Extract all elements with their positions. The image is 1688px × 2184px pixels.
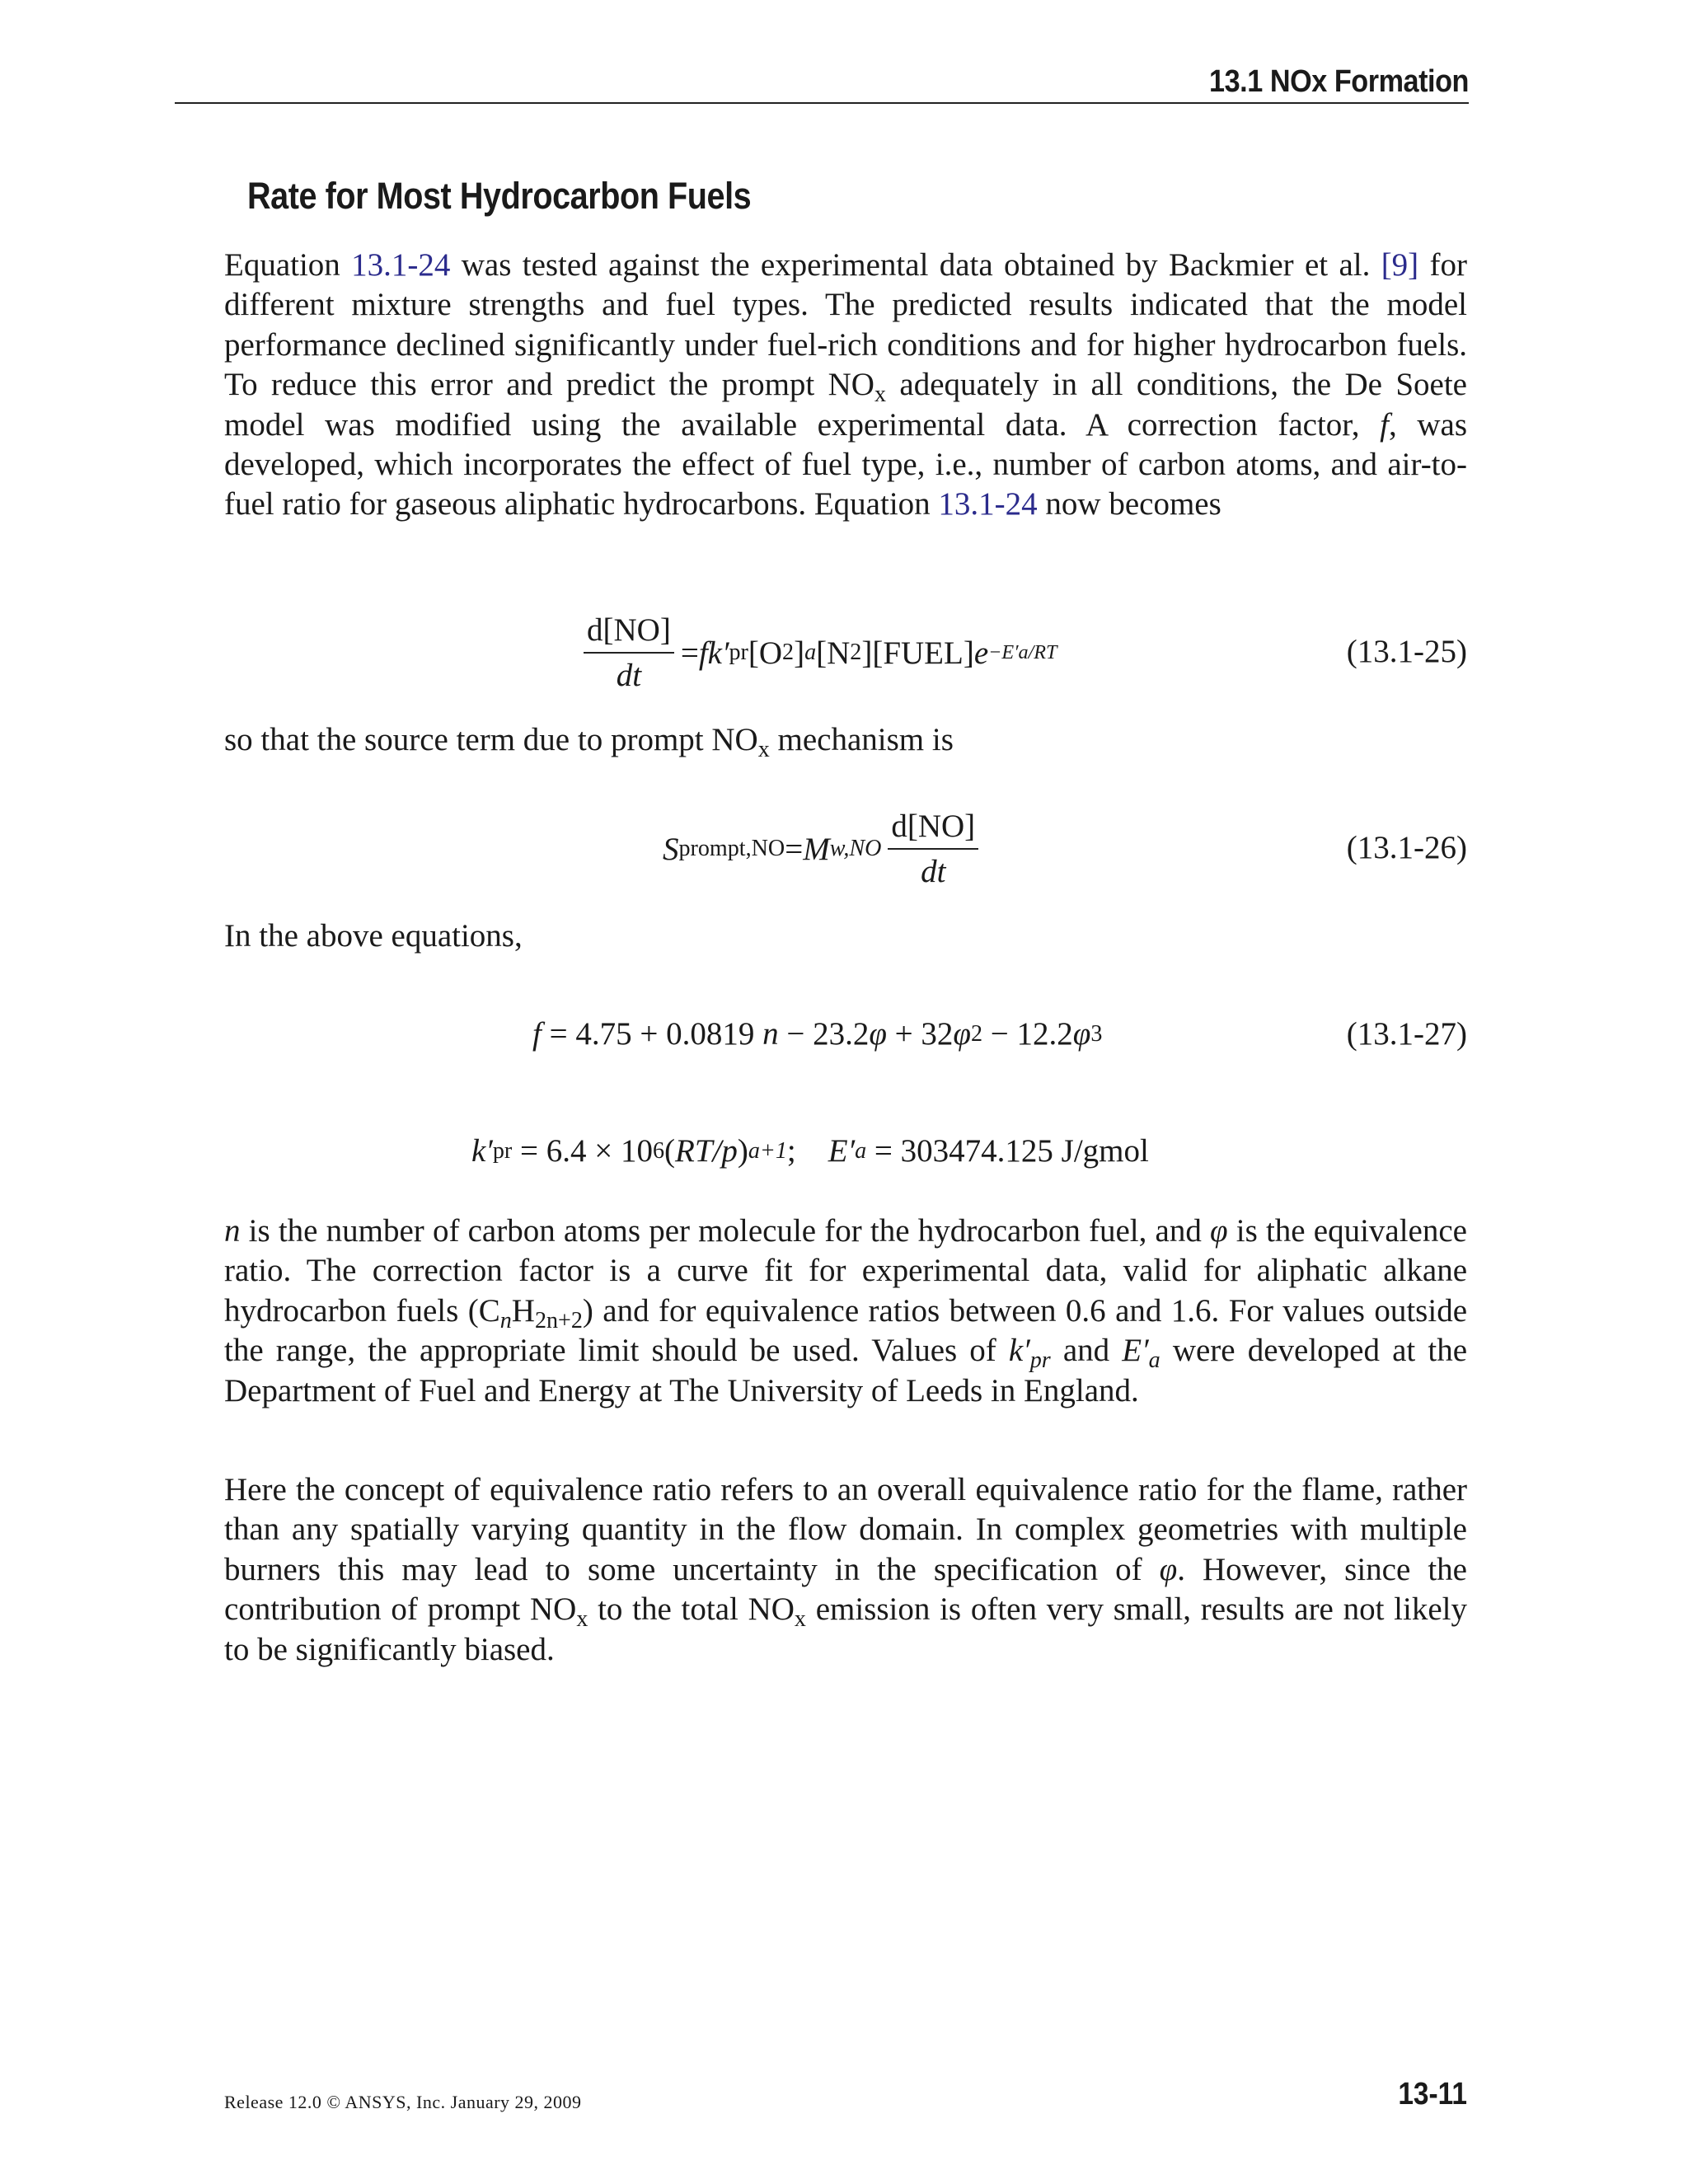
equation-link[interactable]: 13.1-24 <box>938 486 1038 523</box>
equation-13-1-25 <box>224 612 1467 702</box>
equation-kpr-ea <box>224 1132 1467 1182</box>
text-run: adequately in all conditions, the De Soete model was modified using the available experimental data. A correction factor, <box>224 367 1467 443</box>
math-text: ] <box>794 635 805 671</box>
equation-number: (13.1-25) <box>1346 634 1467 669</box>
math-symbol: φ <box>869 1016 887 1052</box>
math-text: ][FUEL] <box>861 635 974 671</box>
equation-number: (13.1-27) <box>1346 1016 1467 1052</box>
equation-body: $\frac{d[NO]}{dt}$ = f k′ pr [O 2 ] a [N 2 ][FUEL] e −E′a/RT <box>577 612 1057 694</box>
math-text: = <box>680 635 699 671</box>
equation-13-1-27 <box>224 1015 1467 1065</box>
math-text: − 12.2 <box>982 1016 1073 1052</box>
paragraph-above-equations: In the above equations, <box>224 918 523 954</box>
math-symbol: φ <box>953 1016 971 1052</box>
fraction-numerator: d[NO] <box>584 612 674 654</box>
math-symbol: E′ <box>828 1133 856 1169</box>
subscript: x <box>757 736 770 762</box>
fraction-numerator: d[NO] <box>888 808 978 850</box>
text-run: were developed at the Department of Fuel and Energy at The University of Leeds in England. <box>224 1333 1468 1408</box>
math-symbol: f <box>698 635 708 671</box>
citation-link[interactable]: [9] <box>1381 247 1419 283</box>
math-symbol: f <box>1380 406 1389 443</box>
math-text: + 32 <box>886 1016 954 1052</box>
math-symbol: S <box>663 831 679 867</box>
equation-body: k′ pr = 6.4 × 10 6 ( RT/p ) a+1 ; E′ a = 303474.125 J/gmol <box>471 1133 1149 1169</box>
text-run: so that the source term due to prompt NO <box>224 722 758 757</box>
math-text: = 6.4 × 10 <box>512 1133 653 1169</box>
math-text: [O <box>748 635 783 671</box>
equation-13-1-26 <box>224 808 1467 898</box>
fraction-denominator: dt <box>921 854 946 889</box>
text-run: is the number of carbon atoms per molecule for the hydrocarbon fuel, and <box>240 1213 1211 1249</box>
text-run: and <box>1050 1333 1123 1369</box>
text-run: mechanism is <box>769 722 954 757</box>
paragraph-equivalence-ratio <box>224 1470 1467 1670</box>
subscript: a <box>1148 1347 1160 1374</box>
fraction-denominator: dt <box>616 658 642 693</box>
footer-release: Release 12.0 © ANSYS, Inc. January 29, 2009 <box>224 2092 582 2112</box>
math-symbol: φ <box>1210 1213 1228 1249</box>
text-run: ) and for equivalence ratios between 0.6 and 1.6. For values outside the range, the appropriate limit should be used. Values of <box>224 1292 1467 1369</box>
text-run: for different mixture strengths and fuel types. The predicted results indicated that the model performance declined significantly under fuel-rich conditions and for higher hydrocarbon fuels. To reduce this error and predict the prompt NO <box>224 247 1467 403</box>
fraction <box>888 808 978 890</box>
math-text: = <box>785 831 804 867</box>
math-text: = 4.75 + 0.0819 <box>541 1016 763 1052</box>
equation-body: f = 4.75 + 0.0819 n − 23.2 φ + 32 φ 2 − 12.2 φ 3 <box>532 1016 1103 1052</box>
equation-link[interactable]: 13.1-24 <box>351 247 451 283</box>
math-symbol: k′ <box>471 1133 493 1169</box>
math-text: ; <box>786 1133 828 1169</box>
text-run: Here the concept of equivalence ratio refers to an overall equivalence ratio for the flame, rather than any spatially varying quantity in the flow domain. In complex geometries with multiple burners this may lead to some uncertainty in the specification of <box>224 1472 1467 1587</box>
math-symbol: M <box>803 831 830 867</box>
section-title: Rate for Most Hydrocarbon Fuels <box>247 175 752 217</box>
subscript: 2n+2 <box>534 1307 583 1333</box>
subscript: x <box>794 1606 806 1633</box>
page-number: 13-11 <box>1398 2077 1467 2111</box>
text-run: was tested against the experimental data obtained by Backmier et al. <box>450 247 1381 283</box>
subscript: x <box>576 1606 588 1633</box>
paragraph-intro <box>224 246 1467 525</box>
text-run: emission is often very small, results are not likely to be significantly biased. <box>224 1591 1467 1667</box>
math-text: ( <box>664 1133 676 1169</box>
math-symbol: k′ <box>707 635 729 671</box>
math-symbol: RT/p <box>675 1133 738 1169</box>
math-text: ) <box>737 1133 748 1169</box>
math-symbol: n <box>762 1016 779 1052</box>
fraction <box>584 612 674 694</box>
math-symbol: k′ <box>1008 1333 1030 1369</box>
math-text: [N <box>816 635 851 671</box>
paragraph-source-term <box>224 720 1467 760</box>
text-run: Equation <box>224 247 352 283</box>
math-symbol: φ <box>1072 1016 1091 1052</box>
equation-body: S prompt,NO = M w,NO $\frac{d[NO]}{dt}$ <box>663 808 985 890</box>
math-symbol: φ <box>1159 1551 1178 1587</box>
math-symbol: E′ <box>1122 1333 1149 1369</box>
subscript: n <box>499 1307 512 1333</box>
header-rule <box>175 102 1469 104</box>
subscript: x <box>874 382 887 408</box>
equation-number: (13.1-26) <box>1346 830 1467 865</box>
math-text: = 303474.125 J/gmol <box>866 1133 1149 1169</box>
text-run: now becomes <box>1037 486 1221 523</box>
paragraph-definitions <box>224 1212 1467 1411</box>
text-run: . However, since the contribution of prompt NO <box>224 1551 1467 1628</box>
math-symbol: f <box>532 1016 542 1052</box>
text-run: is the equivalence ratio. The correction factor is a curve fit for experimental data, valid for aliphatic alkane hydrocarbon fuels (C <box>224 1213 1467 1329</box>
text-run: , was developed, which incorporates the effect of fuel type, i.e., number of carbon atoms, and air-to-fuel ratio for gaseous aliphatic hydrocarbons. Equation <box>224 406 1468 523</box>
math-symbol: e <box>973 635 989 671</box>
running-header: 13.1 NOx Formation <box>1209 64 1469 99</box>
math-symbol: n <box>224 1213 241 1249</box>
text-run: to the total NO <box>588 1591 795 1628</box>
subscript: pr <box>1029 1347 1051 1374</box>
math-text: − 23.2 <box>778 1016 870 1052</box>
text-run: H <box>511 1292 535 1329</box>
